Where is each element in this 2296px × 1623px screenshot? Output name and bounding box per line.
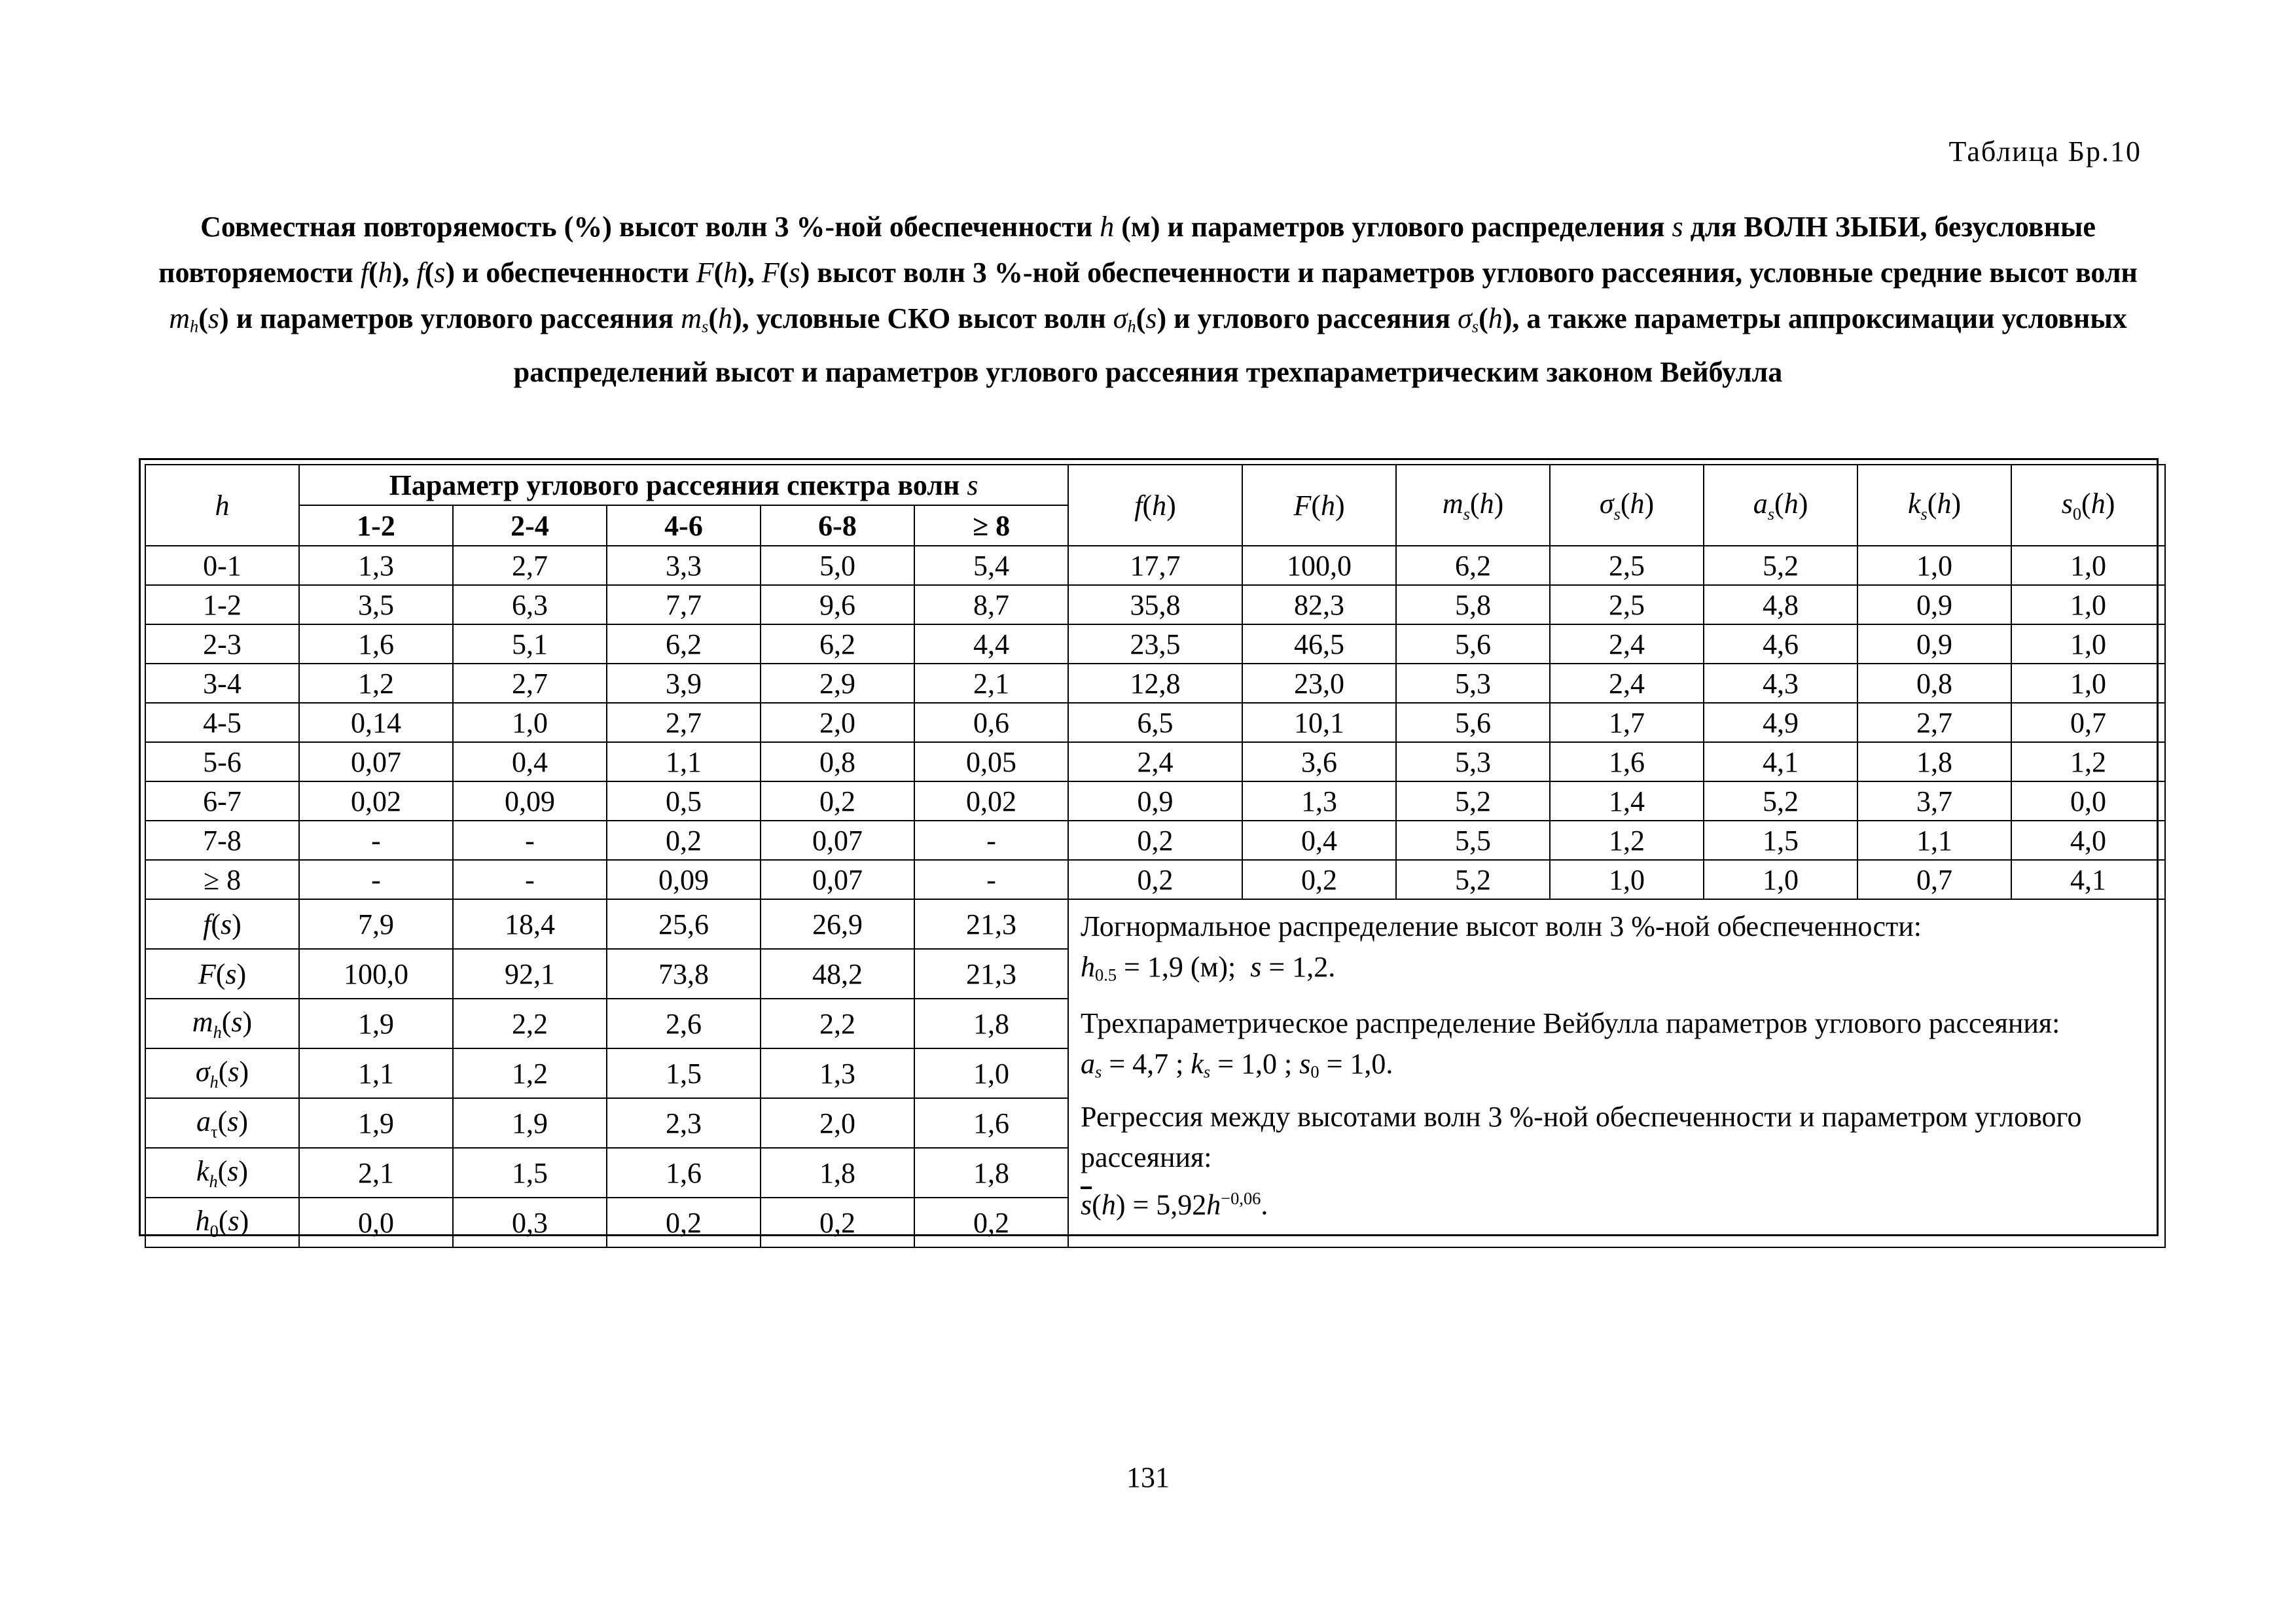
cell-s-statistic: 1,5 (453, 1148, 607, 1198)
cell-h-statistic: 0,7 (2011, 703, 2165, 742)
cell-joint-frequency: 4,4 (914, 624, 1068, 664)
row-h-range: 3-4 (145, 664, 299, 703)
cell-joint-frequency: 5,0 (761, 546, 914, 585)
summary-label: $k_h(s)$ (145, 1148, 299, 1198)
cell-joint-frequency: 2,7 (607, 703, 761, 742)
cell-s-statistic: 0,3 (453, 1198, 607, 1247)
cell-h-statistic: 1,7 (1550, 703, 1704, 742)
cell-h-statistic: 1,0 (1857, 546, 2011, 585)
regression-formula: $\overline{s}(h) = 5,92h^{-0,06}$. (1081, 1188, 1268, 1221)
cell-h-statistic: 23,5 (1068, 624, 1242, 664)
cell-h-statistic: 1,4 (1550, 781, 1704, 821)
cell-h-statistic: 5,6 (1396, 703, 1550, 742)
cell-h-statistic: 1,2 (1550, 821, 1704, 860)
cell-h-statistic: 0,9 (1857, 585, 2011, 624)
table-row (145, 821, 2165, 860)
cell-s-statistic: 1,6 (607, 1148, 761, 1198)
row-h-range: 0-1 (145, 546, 299, 585)
cell-s-statistic: 2,2 (453, 999, 607, 1048)
cell-s-statistic: 1,8 (914, 1148, 1068, 1198)
header-s-group: Параметр углового рассеяния спектра волн s (299, 465, 1068, 505)
cell-h-statistic: 2,4 (1550, 664, 1704, 703)
cell-joint-frequency: 0,07 (299, 742, 453, 781)
header-F-h: F(h) (1242, 465, 1396, 546)
cell-joint-frequency: 0,6 (914, 703, 1068, 742)
cell-h-statistic: 82,3 (1242, 585, 1396, 624)
cell-h-statistic: 1,8 (1857, 742, 2011, 781)
cell-h-statistic: 1,1 (1857, 821, 2011, 860)
cell-h-statistic: 2,5 (1550, 585, 1704, 624)
cell-h-statistic: 2,5 (1550, 546, 1704, 585)
cell-joint-frequency: 9,6 (761, 585, 914, 624)
cell-joint-frequency: 1,6 (299, 624, 453, 664)
cell-joint-frequency: 0,8 (761, 742, 914, 781)
cell-h-statistic: 1,0 (1550, 860, 1704, 899)
weibull-title: Трехпараметрическое распределение Вейбулла параметров углового рассеяния: (1081, 1007, 2060, 1039)
cell-s-statistic: 21,3 (914, 949, 1068, 999)
cell-joint-frequency: - (914, 860, 1068, 899)
row-h-range: 6-7 (145, 781, 299, 821)
cell-s-statistic: 2,0 (761, 1098, 914, 1148)
cell-joint-frequency: 2,7 (453, 664, 607, 703)
cell-joint-frequency: 0,5 (607, 781, 761, 821)
cell-s-statistic: 92,1 (453, 949, 607, 999)
cell-joint-frequency: 0,2 (761, 781, 914, 821)
header-ms-h: $m_s(h)$ (1396, 465, 1550, 546)
cell-joint-frequency: 5,4 (914, 546, 1068, 585)
table-row (145, 703, 2165, 742)
cell-joint-frequency: 1,2 (299, 664, 453, 703)
cell-joint-frequency: 2,7 (453, 546, 607, 585)
cell-h-statistic: 1,0 (2011, 585, 2165, 624)
cell-s-statistic: 1,5 (607, 1048, 761, 1098)
cell-joint-frequency: 0,4 (453, 742, 607, 781)
cell-h-statistic: 5,3 (1396, 742, 1550, 781)
cell-h-statistic: 5,6 (1396, 624, 1550, 664)
row-h-range: 4-5 (145, 703, 299, 742)
cell-h-statistic: 0,9 (1857, 624, 2011, 664)
cell-h-statistic: 5,5 (1396, 821, 1550, 860)
table-row (145, 624, 2165, 664)
cell-h-statistic: 0,2 (1068, 860, 1242, 899)
cell-h-statistic: 10,1 (1242, 703, 1396, 742)
cell-h-statistic: 0,9 (1068, 781, 1242, 821)
cell-h-statistic: 1,0 (1704, 860, 1857, 899)
cell-s-statistic: 1,1 (299, 1048, 453, 1098)
cell-h-statistic: 1,0 (2011, 624, 2165, 664)
table-row (145, 781, 2165, 821)
cell-h-statistic: 2,4 (1068, 742, 1242, 781)
cell-joint-frequency: 8,7 (914, 585, 1068, 624)
row-h-range: 7-8 (145, 821, 299, 860)
cell-s-statistic: 1,6 (914, 1098, 1068, 1148)
cell-h-statistic: 4,8 (1704, 585, 1857, 624)
cell-h-statistic: 0,4 (1242, 821, 1396, 860)
cell-s-statistic: 1,2 (453, 1048, 607, 1098)
cell-h-statistic: 5,2 (1396, 781, 1550, 821)
cell-h-statistic: 5,2 (1704, 781, 1857, 821)
cell-h-statistic: 0,7 (1857, 860, 2011, 899)
lognormal-params: $h_{0.5} = 1,9$ (м); s = 1,2. (1081, 951, 1336, 985)
cell-h-statistic: 12,8 (1068, 664, 1242, 703)
summary-label: $h_0(s)$ (145, 1198, 299, 1247)
cell-joint-frequency: 0,14 (299, 703, 453, 742)
table-row (145, 585, 2165, 624)
cell-s-statistic: 0,2 (607, 1198, 761, 1247)
row-h-range: 2-3 (145, 624, 299, 664)
summary-label: $\sigma_h(s)$ (145, 1048, 299, 1098)
cell-h-statistic: 46,5 (1242, 624, 1396, 664)
cell-h-statistic: 4,1 (2011, 860, 2165, 899)
cell-h-statistic: 4,6 (1704, 624, 1857, 664)
table-row (145, 546, 2165, 585)
cell-h-statistic: 2,4 (1550, 624, 1704, 664)
header-h: h (145, 465, 299, 546)
table-row (145, 860, 2165, 899)
header-s-range: 6-8 (761, 505, 914, 546)
cell-h-statistic: 6,2 (1396, 546, 1550, 585)
cell-joint-frequency: 1,0 (453, 703, 607, 742)
regression-title: Регрессия между высотами волн 3 %-ной обеспеченности и параметром углового рассеяния: (1081, 1101, 2082, 1174)
cell-s-statistic: 2,1 (299, 1148, 453, 1198)
cell-s-statistic: 1,8 (914, 999, 1068, 1048)
data-table (145, 464, 2166, 1248)
cell-s-statistic: 0,2 (914, 1198, 1068, 1247)
cell-joint-frequency: 2,1 (914, 664, 1068, 703)
cell-h-statistic: 0,0 (2011, 781, 2165, 821)
cell-s-statistic: 25,6 (607, 899, 761, 949)
cell-joint-frequency: 0,02 (299, 781, 453, 821)
cell-s-statistic: 1,9 (453, 1098, 607, 1148)
cell-h-statistic: 5,2 (1704, 546, 1857, 585)
cell-s-statistic: 18,4 (453, 899, 607, 949)
cell-joint-frequency: 6,2 (607, 624, 761, 664)
cell-joint-frequency: - (453, 860, 607, 899)
data-table-frame (139, 458, 2159, 1241)
cell-joint-frequency: 0,07 (761, 860, 914, 899)
cell-s-statistic: 7,9 (299, 899, 453, 949)
cell-joint-frequency: 3,3 (607, 546, 761, 585)
header-s0-h: $s_0(h)$ (2011, 465, 2165, 546)
weibull-params: $a_s = 4,7$ ; $k_s = 1,0$ ; $s_0 = 1,0$. (1081, 1047, 1393, 1082)
cell-joint-frequency: 7,7 (607, 585, 761, 624)
cell-h-statistic: 100,0 (1242, 546, 1396, 585)
cell-joint-frequency: 6,3 (453, 585, 607, 624)
cell-h-statistic: 0,2 (1068, 821, 1242, 860)
cell-h-statistic: 3,7 (1857, 781, 2011, 821)
cell-h-statistic: 0,2 (1242, 860, 1396, 899)
summary-label: $a_\tau(s)$ (145, 1098, 299, 1148)
cell-h-statistic: 23,0 (1242, 664, 1396, 703)
summary-row (145, 899, 2165, 949)
header-s-range: ≥ 8 (914, 505, 1068, 546)
cell-h-statistic: 1,6 (1550, 742, 1704, 781)
cell-s-statistic: 21,3 (914, 899, 1068, 949)
cell-h-statistic: 35,8 (1068, 585, 1242, 624)
cell-s-statistic: 2,3 (607, 1098, 761, 1148)
cell-s-statistic: 1,9 (299, 999, 453, 1048)
cell-h-statistic: 1,2 (2011, 742, 2165, 781)
page-number: 131 (1126, 1461, 1170, 1493)
header-s-range: 1-2 (299, 505, 453, 546)
summary-label: F(s) (145, 949, 299, 999)
summary-label: $m_h(s)$ (145, 999, 299, 1048)
cell-h-statistic: 5,3 (1396, 664, 1550, 703)
cell-s-statistic: 0,0 (299, 1198, 453, 1247)
cell-s-statistic: 26,9 (761, 899, 914, 949)
cell-joint-frequency: - (914, 821, 1068, 860)
table-title: Совместная повторяемость (%) высот волн 3 %-ной обеспеченности h (м) и параметров углового распределения s для ВОЛН ЗЫБИ, безусловные повторяемости f(h), f(s) и обеспеченности F(h), F(s) высот волн 3 %-ной обеспеченности и параметров углового рассеяния, условные средние высот волн $m_h(s)$ и параметров углового рассеяния $m_s(h)$, условные СКО высот волн $\sigma_h(s)$ и углового рассеяния $\sigma_s(h)$, а также параметры аппроксимации условных распределений высот и параметров углового рассеяния трехпараметрическим законом Вейбулла (158, 211, 2138, 388)
row-h-range: ≥ 8 (145, 860, 299, 899)
cell-s-statistic: 1,3 (761, 1048, 914, 1098)
header-s-range: 4-6 (607, 505, 761, 546)
cell-joint-frequency: 5,1 (453, 624, 607, 664)
cell-s-statistic: 73,8 (607, 949, 761, 999)
cell-joint-frequency: 6,2 (761, 624, 914, 664)
cell-joint-frequency: - (299, 860, 453, 899)
cell-joint-frequency: 1,3 (299, 546, 453, 585)
cell-h-statistic: 5,2 (1396, 860, 1550, 899)
cell-h-statistic: 17,7 (1068, 546, 1242, 585)
notes-cell (1068, 899, 2165, 1247)
cell-h-statistic: 4,9 (1704, 703, 1857, 742)
cell-h-statistic: 2,7 (1857, 703, 2011, 742)
cell-joint-frequency: 0,2 (607, 821, 761, 860)
row-h-range: 5-6 (145, 742, 299, 781)
cell-h-statistic: 1,0 (2011, 546, 2165, 585)
cell-h-statistic: 0,8 (1857, 664, 2011, 703)
cell-h-statistic: 1,3 (1242, 781, 1396, 821)
cell-joint-frequency: 0,09 (607, 860, 761, 899)
cell-h-statistic: 1,0 (2011, 664, 2165, 703)
row-h-range: 1-2 (145, 585, 299, 624)
cell-joint-frequency: 0,05 (914, 742, 1068, 781)
cell-s-statistic: 1,9 (299, 1098, 453, 1148)
header-as-h: $a_s(h)$ (1704, 465, 1857, 546)
cell-joint-frequency: 3,5 (299, 585, 453, 624)
lognormal-title: Логнормальное распределение высот волн 3 %-ной обеспеченности: (1081, 910, 1922, 942)
cell-s-statistic: 1,8 (761, 1148, 914, 1198)
cell-joint-frequency: - (453, 821, 607, 860)
table-row (145, 742, 2165, 781)
cell-joint-frequency: 0,07 (761, 821, 914, 860)
header-s-range: 2-4 (453, 505, 607, 546)
cell-h-statistic: 4,1 (1704, 742, 1857, 781)
cell-h-statistic: 5,8 (1396, 585, 1550, 624)
table-row (145, 664, 2165, 703)
cell-h-statistic: 6,5 (1068, 703, 1242, 742)
cell-joint-frequency: 3,9 (607, 664, 761, 703)
cell-joint-frequency: - (299, 821, 453, 860)
cell-h-statistic: 4,0 (2011, 821, 2165, 860)
cell-s-statistic: 0,2 (761, 1198, 914, 1247)
table-label: Таблица Бр.10 (1948, 135, 2142, 168)
summary-label: f(s) (145, 899, 299, 949)
cell-joint-frequency: 2,0 (761, 703, 914, 742)
header-f-h: f(h) (1068, 465, 1242, 546)
cell-joint-frequency: 2,9 (761, 664, 914, 703)
cell-s-statistic: 100,0 (299, 949, 453, 999)
cell-joint-frequency: 0,02 (914, 781, 1068, 821)
header-sigma-s-h: $\sigma_s(h)$ (1550, 465, 1704, 546)
cell-h-statistic: 4,3 (1704, 664, 1857, 703)
header-ks-h: $k_s(h)$ (1857, 465, 2011, 546)
cell-s-statistic: 2,2 (761, 999, 914, 1048)
cell-joint-frequency: 1,1 (607, 742, 761, 781)
cell-joint-frequency: 0,09 (453, 781, 607, 821)
cell-s-statistic: 2,6 (607, 999, 761, 1048)
cell-h-statistic: 1,5 (1704, 821, 1857, 860)
cell-s-statistic: 48,2 (761, 949, 914, 999)
cell-h-statistic: 3,6 (1242, 742, 1396, 781)
cell-s-statistic: 1,0 (914, 1048, 1068, 1098)
